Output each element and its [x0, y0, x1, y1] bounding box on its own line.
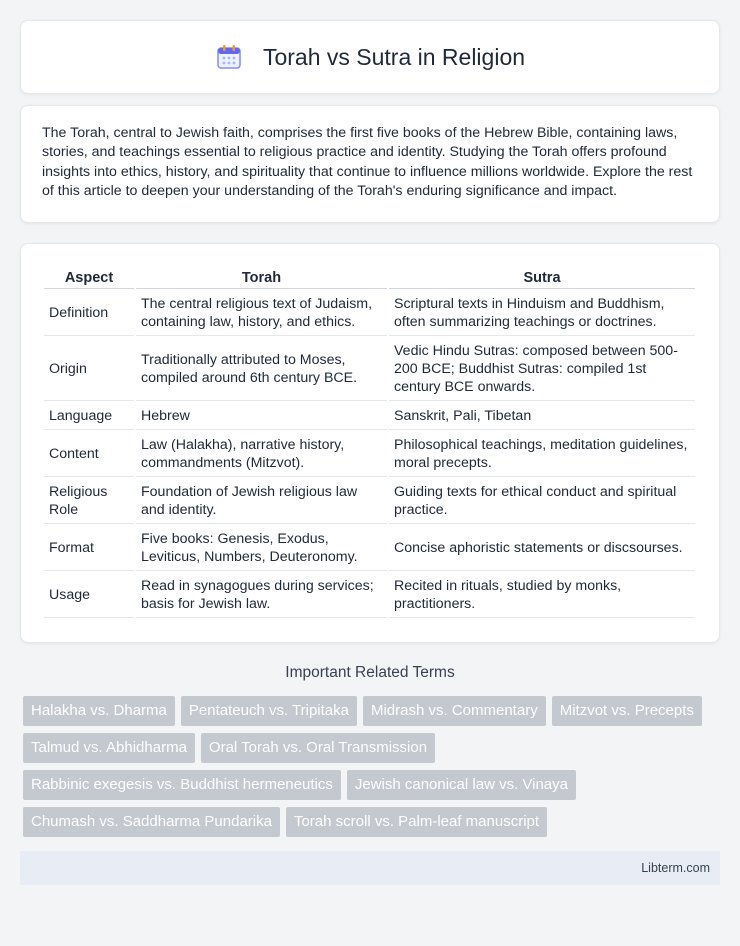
table-row	[44, 479, 695, 524]
table-row	[44, 432, 695, 477]
related-term-tag[interactable]: Rabbinic exegesis vs. Buddhist hermeneutics	[23, 770, 341, 800]
table-row	[44, 291, 695, 336]
sutra-cell: Philosophical teachings, meditation guidelines, moral precepts.	[389, 432, 695, 477]
aspect-cell: Origin	[44, 338, 134, 401]
torah-cell: Foundation of Jewish religious law and identity.	[136, 479, 387, 524]
aspect-cell: Format	[44, 526, 134, 571]
comparison-table	[42, 264, 697, 620]
related-terms-heading: Important Related Terms	[285, 663, 455, 681]
header-torah: Torah	[136, 266, 387, 289]
table-header-row	[44, 266, 695, 289]
torah-cell: Five books: Genesis, Exodus, Leviticus, Numbers, Deuteronomy.	[136, 526, 387, 571]
related-term-tag[interactable]: Talmud vs. Abhidharma	[23, 733, 195, 763]
sutra-cell: Concise aphoristic statements or discsourses.	[389, 526, 695, 571]
table-row	[44, 338, 695, 401]
torah-cell: Traditionally attributed to Moses, compiled around 6th century BCE.	[136, 338, 387, 401]
sutra-cell: Vedic Hindu Sutras: composed between 500-200 BCE; Buddhist Sutras: compiled 1st century BCE onwards.	[389, 338, 695, 401]
header-aspect: Aspect	[44, 266, 134, 289]
aspect-cell: Definition	[44, 291, 134, 336]
header-sutra: Sutra	[389, 266, 695, 289]
related-term-tag[interactable]: Oral Torah vs. Oral Transmission	[201, 733, 435, 763]
related-term-tag[interactable]: Mitzvot vs. Precepts	[552, 696, 702, 726]
related-term-tag[interactable]: Halakha vs. Dharma	[23, 696, 175, 726]
related-term-tag[interactable]: Torah scroll vs. Palm-leaf manuscript	[286, 807, 547, 837]
table-row	[44, 526, 695, 571]
page-title: Torah vs Sutra in Religion	[262, 43, 526, 70]
related-term-tag[interactable]: Midrash vs. Commentary	[363, 696, 546, 726]
sutra-cell: Scriptural texts in Hinduism and Buddhism, often summarizing teachings or doctrines.	[389, 291, 695, 336]
torah-cell: Hebrew	[136, 403, 387, 430]
aspect-cell: Religious Role	[44, 479, 134, 524]
torah-cell: Law (Halakha), narrative history, commandments (Mitzvot).	[136, 432, 387, 477]
footer	[20, 851, 720, 885]
title-card	[20, 20, 720, 94]
related-term-tag[interactable]: Jewish canonical law vs. Vinaya	[347, 770, 576, 800]
sutra-cell: Guiding texts for ethical conduct and spiritual practice.	[389, 479, 695, 524]
related-term-tag[interactable]: Chumash vs. Saddharma Pundarika	[23, 807, 280, 837]
sutra-cell: Recited in rituals, studied by monks, practitioners.	[389, 573, 695, 618]
torah-cell: The central religious text of Judaism, containing law, history, and ethics.	[136, 291, 387, 336]
aspect-cell: Content	[44, 432, 134, 477]
sutra-cell: Sanskrit, Pali, Tibetan	[389, 403, 695, 430]
calendar-icon	[215, 43, 243, 71]
table-row	[44, 573, 695, 618]
comparison-card	[20, 243, 720, 643]
intro-text: The Torah, central to Jewish faith, comprises the first five books of the Hebrew Bible, containing laws, stories, and teachings essential to religious practice and identity. Studying the Torah offers profound insights into ethics, history, and spirituality that continue to influence millions worldwide. Explore the rest of this article to deepen your understanding of the Torah's enduring significance and impact.	[20, 105, 720, 223]
related-terms-list	[23, 696, 720, 844]
torah-cell: Read in synagogues during services; basis for Jewish law.	[136, 573, 387, 618]
aspect-cell: Usage	[44, 573, 134, 618]
footer-site-link[interactable]: Libterm.com	[641, 860, 710, 875]
aspect-cell: Language	[44, 403, 134, 430]
table-row	[44, 403, 695, 430]
related-term-tag[interactable]: Pentateuch vs. Tripitaka	[181, 696, 357, 726]
